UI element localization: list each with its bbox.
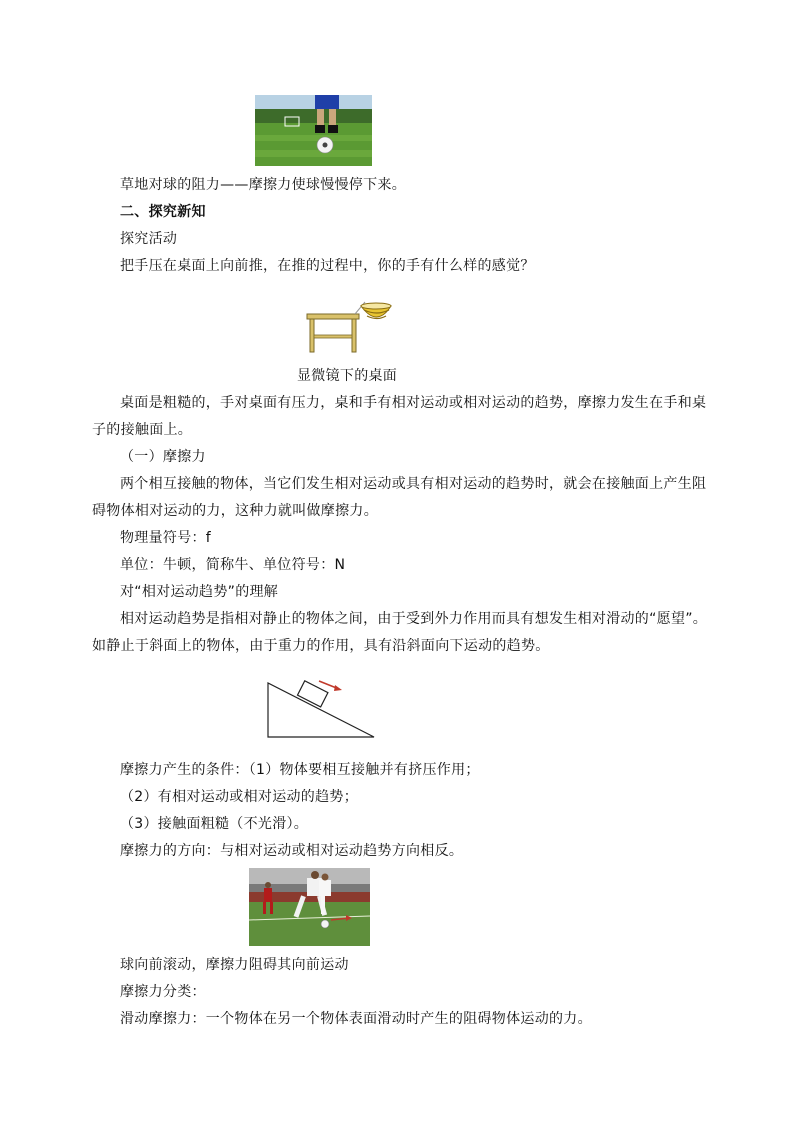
ball-caption: 球向前滚动，摩擦力阻碍其向前运动	[120, 957, 349, 973]
subsection-heading: （一）摩擦力	[120, 449, 206, 465]
definition-line: 碍物体相对运动的力，这种力就叫做摩擦力。	[92, 503, 378, 519]
condition-line: （3）接触面粗糙（不光滑）。	[120, 816, 309, 832]
understanding-heading: 对“相对运动趋势”的理解	[120, 584, 279, 600]
football-players-photo	[249, 868, 370, 946]
grass-caption: 草地对球的阻力——摩擦力使球慢慢停下来。	[120, 177, 406, 193]
table-microscope-figure	[305, 288, 395, 354]
activity-heading: 探究活动	[120, 231, 178, 247]
soccer-ball-photo	[255, 95, 372, 166]
classification-heading: 摩擦力分类：	[120, 984, 206, 1000]
table-caption: 显微镜下的桌面	[297, 368, 398, 384]
unit-line: 单位：牛顿，简称牛、单位符号：N	[120, 557, 346, 573]
sliding-friction-line: 滑动摩擦力：一个物体在另一个物体表面滑动时产生的阻碍物体运动的力。	[120, 1011, 592, 1027]
condition-line: 摩擦力产生的条件：（1）物体要相互接触并有挤压作用；	[120, 762, 480, 778]
definition-line: 两个相互接触的物体，当它们发生相对运动或具有相对运动的趋势时，就会在接触面上产生阻	[120, 476, 707, 492]
trend-line: 相对运动趋势是指相对静止的物体之间，由于受到外力作用而具有想发生相对滑动的“愿望”。	[120, 611, 708, 627]
symbol-line: 物理量符号：f	[120, 530, 212, 546]
question-text: 把手压在桌面上向前推，在推的过程中，你的手有什么样的感觉？	[120, 258, 535, 274]
paragraph-line: 桌面是粗糙的，手对桌面有压力，桌和手有相对运动或相对运动的趋势，摩擦力发生在手和桌	[120, 395, 707, 411]
section-heading: 二、探究新知	[120, 204, 206, 220]
trend-line: 如静止于斜面上的物体，由于重力的作用，具有沿斜面向下运动的趋势。	[92, 638, 550, 654]
paragraph-line: 子的接触面上。	[92, 422, 193, 438]
condition-line: （2）有相对运动或相对运动的趋势；	[120, 789, 359, 805]
incline-figure	[262, 677, 380, 743]
direction-line: 摩擦力的方向：与相对运动或相对运动趋势方向相反。	[120, 843, 464, 859]
